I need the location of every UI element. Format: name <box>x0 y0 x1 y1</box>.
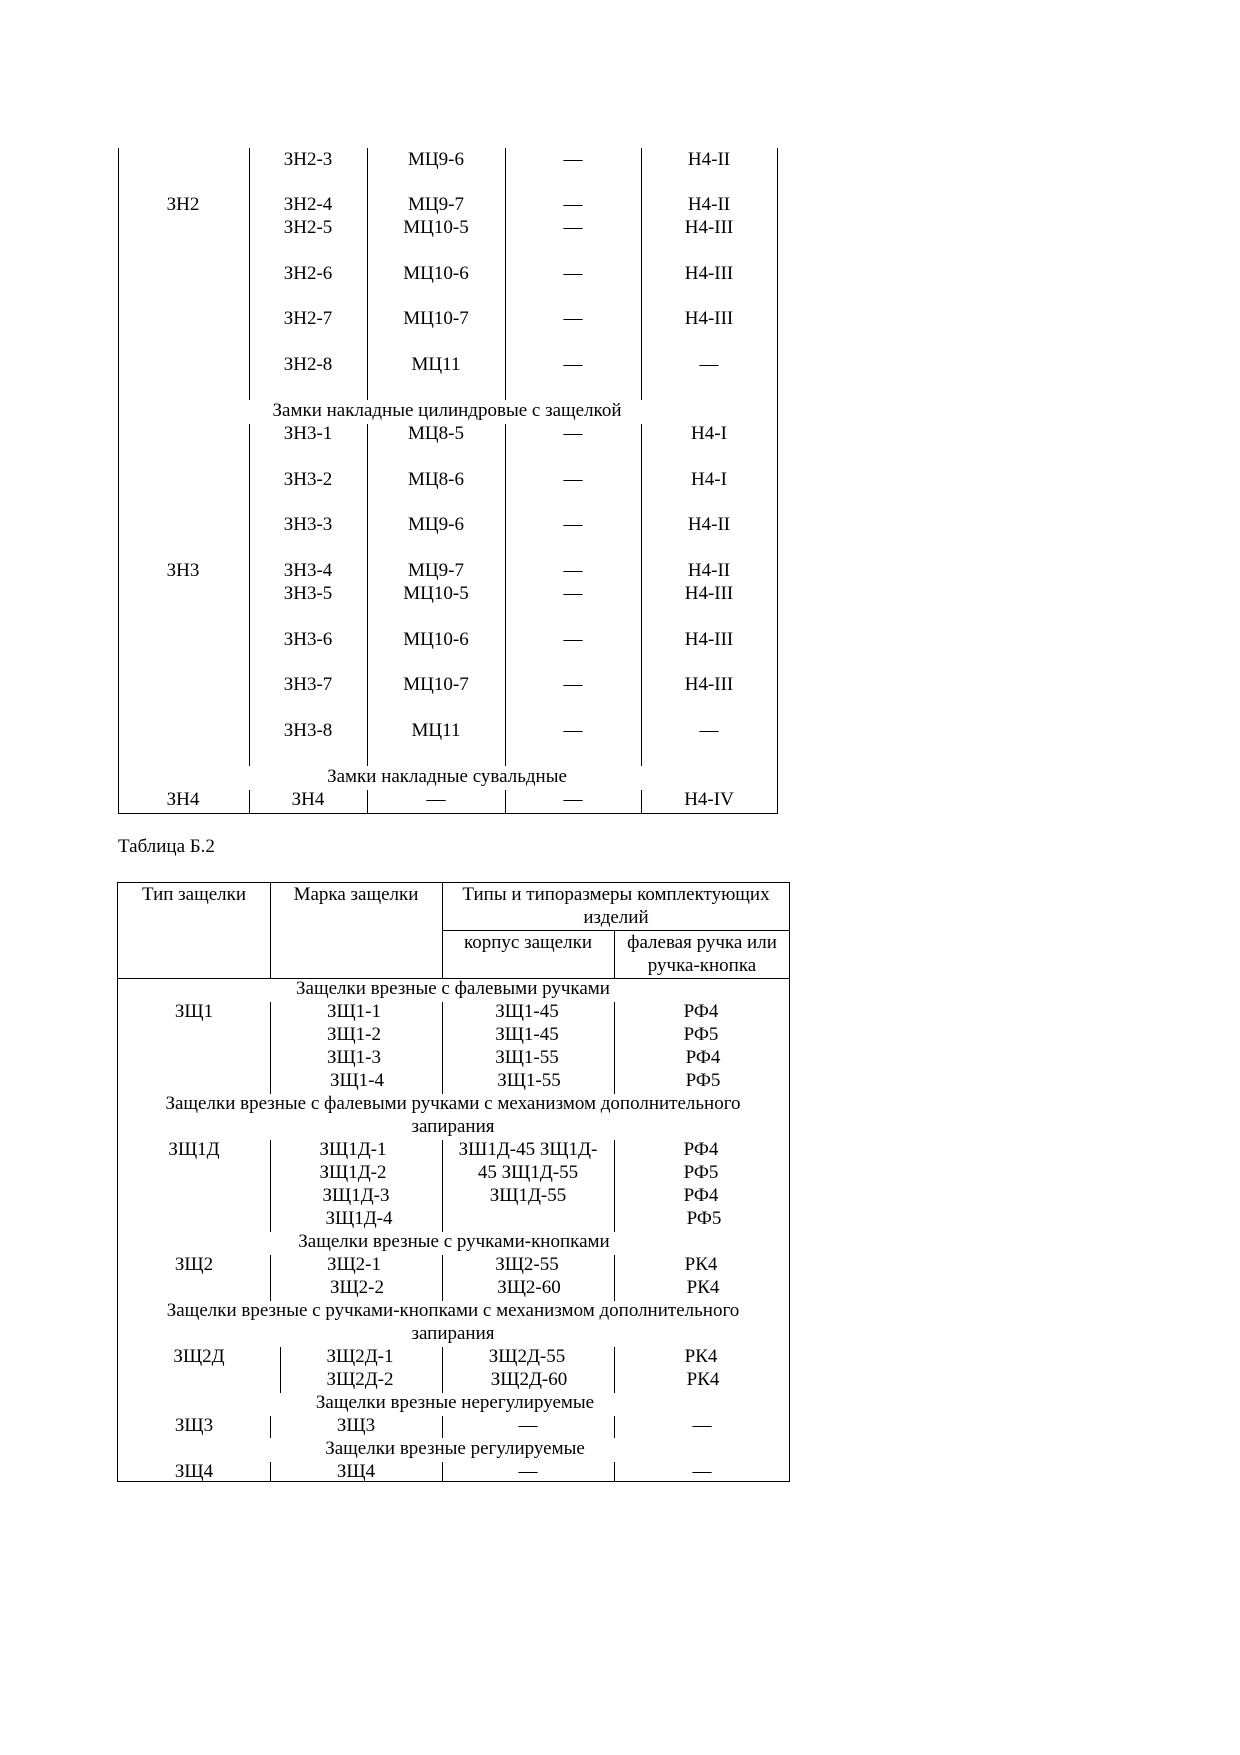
overlay-cell: Н4-III <box>684 217 734 238</box>
section-title-line1: Защелки врезные с ручками-кнопками с механизмом дополнительного <box>166 1300 740 1321</box>
column-divider <box>442 1002 443 1094</box>
section-title: Защелки врезные регулируемые <box>325 1438 585 1459</box>
overlay-cell: Н4-II <box>687 194 731 215</box>
latch-body-cell: ЗЩ1-55 <box>495 1047 559 1068</box>
header-latch-body: корпус защелки <box>464 932 592 953</box>
handle-cell: РФ5 <box>683 1024 719 1045</box>
cylinder-cell: МЦ9-6 <box>408 514 464 535</box>
cylinder-cell: МЦ10-6 <box>403 629 469 650</box>
overlay-cell: Н4-I <box>691 469 727 490</box>
latch-mark-cell: ЗЩ4 <box>336 1461 376 1482</box>
section-title-line2: запирания <box>411 1323 495 1344</box>
lock-mark-cell: ЗН2-8 <box>283 354 333 375</box>
column-divider <box>249 790 250 814</box>
column-divider <box>442 1255 443 1301</box>
column-divider <box>249 148 250 400</box>
table-caption: Таблица Б.2 <box>118 836 215 857</box>
header-components-line1: Типы и типоразмеры комплектующих <box>462 884 770 905</box>
empty-dash-cell: — <box>563 583 583 604</box>
lock-mark-cell: ЗН2-4 <box>283 194 333 215</box>
overlay-cell: Н4-I <box>691 423 727 444</box>
lock-mark-cell: ЗН3-3 <box>283 514 333 535</box>
handle-cell: РК4 <box>684 1254 718 1275</box>
latch-mark-cell: ЗЩ2-1 <box>326 1254 382 1275</box>
latch-body-cell: ЗЩ2-60 <box>497 1277 561 1298</box>
latch-mark-cell: ЗЩ2Д-2 <box>326 1369 394 1390</box>
section-title: Замки накладные сувальдные <box>327 766 567 787</box>
header-components-line2: изделий <box>583 907 649 928</box>
column-divider <box>641 790 642 814</box>
column-divider <box>280 1347 281 1393</box>
column-divider <box>641 148 642 400</box>
handle-cell: РФ5 <box>683 1162 719 1183</box>
column-divider <box>367 148 368 400</box>
lock-mark-cell: ЗН3-1 <box>283 423 333 444</box>
section-title: Защелки врезные с фалевыми ручками <box>296 978 610 999</box>
latch-mark-cell: ЗЩ1Д-1 <box>319 1139 387 1160</box>
handle-cell: РФ4 <box>683 1001 719 1022</box>
latch-mark-cell: ЗЩ1-4 <box>329 1070 385 1091</box>
latch-mark-cell: ЗЩ3 <box>336 1415 376 1436</box>
lock-mark-cell: ЗН2-6 <box>283 263 333 284</box>
column-divider <box>270 1140 271 1232</box>
handle-cell: РФ4 <box>683 1185 719 1206</box>
header-divider <box>442 930 790 931</box>
overlay-cell: Н4-III <box>684 263 734 284</box>
lock-mark-cell: ЗН4 <box>291 789 325 810</box>
column-divider <box>367 790 368 814</box>
column-divider <box>442 1347 443 1393</box>
handle-cell: РК4 <box>684 1346 718 1367</box>
latch-type-cell: ЗЩ4 <box>174 1461 214 1482</box>
lock-mark-cell: ЗН3-4 <box>283 560 333 581</box>
latch-type-cell: ЗЩ1 <box>174 1001 214 1022</box>
overlay-cell: — <box>699 720 719 741</box>
latch-mark-cell: ЗЩ1-1 <box>326 1001 382 1022</box>
lock-type-cell: ЗН4 <box>166 789 200 810</box>
overlay-cell: — <box>699 354 719 375</box>
cylinder-cell: МЦ9-7 <box>408 560 464 581</box>
empty-dash-cell: — <box>563 469 583 490</box>
column-divider <box>614 930 615 978</box>
column-divider <box>614 1462 615 1482</box>
cylinder-cell: МЦ9-6 <box>408 149 464 170</box>
cylinder-cell: МЦ10-5 <box>403 583 469 604</box>
latch-mark-cell: ЗЩ1Д-2 <box>319 1162 387 1183</box>
handle-cell: РК4 <box>686 1277 720 1298</box>
table-border-left <box>118 148 119 814</box>
table-border-bottom <box>118 813 778 814</box>
section-title: Защелки врезные с ручками-кнопками <box>298 1231 610 1252</box>
column-divider <box>614 1002 615 1094</box>
handle-cell: РФ4 <box>683 1139 719 1160</box>
lock-mark-cell: ЗН3-8 <box>283 720 333 741</box>
latch-body-cell: ЗЩ1-45 <box>495 1024 559 1045</box>
empty-dash-cell: — <box>563 629 583 650</box>
latch-body-cell: ЗЩ1Д-55 <box>489 1185 567 1206</box>
column-divider <box>641 424 642 766</box>
empty-dash-cell: — <box>563 194 583 215</box>
latch-mark-cell: ЗЩ1-2 <box>326 1024 382 1045</box>
empty-dash-cell: — <box>563 217 583 238</box>
overlay-cell: Н4-III <box>684 629 734 650</box>
overlay-cell: Н4-IV <box>684 789 734 810</box>
latch-mark-cell: ЗЩ2-2 <box>329 1277 385 1298</box>
empty-dash-cell: — <box>563 674 583 695</box>
column-divider <box>442 1462 443 1482</box>
column-divider <box>614 1416 615 1438</box>
cylinder-cell: МЦ10-6 <box>403 263 469 284</box>
handle-cell: РФ5 <box>685 1070 721 1091</box>
empty-dash-cell: — <box>563 720 583 741</box>
overlay-cell: Н4-III <box>684 674 734 695</box>
column-divider <box>614 1255 615 1301</box>
header-handle-line1: фалевая ручка или <box>627 932 777 953</box>
section-title-line2: запирания <box>411 1116 495 1137</box>
cylinder-cell: — <box>426 789 446 810</box>
latch-body-cell: — <box>518 1461 538 1482</box>
overlay-cell: Н4-II <box>687 560 731 581</box>
latch-body-cell: — <box>518 1415 538 1436</box>
lock-mark-cell: ЗН2-7 <box>283 308 333 329</box>
latch-body-cell: ЗЩ2Д-60 <box>490 1369 568 1390</box>
column-divider <box>505 424 506 766</box>
empty-dash-cell: — <box>563 789 583 810</box>
empty-dash-cell: — <box>563 423 583 444</box>
latch-body-cell: ЗЩ1-45 <box>495 1001 559 1022</box>
header-mark: Марка защелки <box>293 884 419 905</box>
cylinder-cell: МЦ9-7 <box>408 194 464 215</box>
handle-cell: РФ5 <box>686 1208 722 1229</box>
cylinder-cell: МЦ11 <box>411 720 461 741</box>
overlay-cell: Н4-III <box>684 583 734 604</box>
lock-mark-cell: ЗН3-7 <box>283 674 333 695</box>
column-divider <box>505 148 506 400</box>
latch-body-cell: ЗЩ1-55 <box>497 1070 561 1091</box>
handle-cell: — <box>692 1415 712 1436</box>
handle-cell: — <box>692 1461 712 1482</box>
handle-cell: РК4 <box>686 1369 720 1390</box>
cylinder-cell: МЦ10-7 <box>403 308 469 329</box>
latch-type-cell: ЗЩ2 <box>174 1254 214 1275</box>
overlay-cell: Н4-III <box>684 308 734 329</box>
latch-mark-cell: ЗЩ2Д-1 <box>326 1346 394 1367</box>
lock-mark-cell: ЗН3-2 <box>283 469 333 490</box>
lock-mark-cell: ЗН2-3 <box>283 149 333 170</box>
empty-dash-cell: — <box>563 560 583 581</box>
handle-cell: РФ4 <box>685 1047 721 1068</box>
column-divider <box>270 1255 271 1301</box>
latch-body-cell: ЗЩ2-55 <box>495 1254 559 1275</box>
column-divider <box>367 424 368 766</box>
header-type: Тип защелки <box>141 884 247 905</box>
overlay-cell: Н4-II <box>687 514 731 535</box>
column-divider <box>442 1140 443 1232</box>
column-divider <box>442 1416 443 1438</box>
latch-type-cell: ЗЩ2Д <box>173 1346 225 1367</box>
lock-mark-cell: ЗН3-6 <box>283 629 333 650</box>
column-divider <box>614 1347 615 1393</box>
section-title: Замки накладные цилиндровые с защелкой <box>272 400 622 421</box>
latch-body-cell: ЗШ1Д-45 ЗЩ1Д- <box>458 1139 598 1160</box>
empty-dash-cell: — <box>563 354 583 375</box>
column-divider <box>270 1416 271 1438</box>
cylinder-cell: МЦ8-5 <box>408 423 464 444</box>
column-divider <box>249 424 250 766</box>
empty-dash-cell: — <box>563 263 583 284</box>
latch-body-cell: 45 ЗЩ1Д-55 <box>477 1162 579 1183</box>
column-divider <box>270 1462 271 1482</box>
table-border-right <box>777 148 778 814</box>
header-handle-line2: ручка-кнопка <box>647 955 757 976</box>
column-divider <box>505 790 506 814</box>
latch-type-cell: ЗЩ3 <box>174 1415 214 1436</box>
lock-type-cell: ЗН3 <box>166 560 200 581</box>
lock-mark-cell: ЗН3-5 <box>283 583 333 604</box>
lock-mark-cell: ЗН2-5 <box>283 217 333 238</box>
cylinder-cell: МЦ8-6 <box>408 469 464 490</box>
latch-type-cell: ЗЩ1Д <box>168 1139 220 1160</box>
lock-type-cell: ЗН2 <box>166 194 200 215</box>
column-divider <box>270 1002 271 1094</box>
cylinder-cell: МЦ11 <box>411 354 461 375</box>
latch-body-cell: ЗЩ2Д-55 <box>488 1346 566 1367</box>
section-title-line1: Защелки врезные с фалевыми ручками с механизмом дополнительного <box>165 1093 741 1114</box>
cylinder-cell: МЦ10-7 <box>403 674 469 695</box>
empty-dash-cell: — <box>563 514 583 535</box>
column-divider <box>614 1140 615 1232</box>
column-divider <box>270 882 271 978</box>
empty-dash-cell: — <box>563 308 583 329</box>
latch-mark-cell: ЗЩ1Д-3 <box>322 1185 390 1206</box>
cylinder-cell: МЦ10-5 <box>403 217 469 238</box>
latch-mark-cell: ЗЩ1-3 <box>326 1047 382 1068</box>
section-title: Защелки врезные нерегулируемые <box>315 1392 595 1413</box>
overlay-cell: Н4-II <box>687 149 731 170</box>
latch-mark-cell: ЗЩ1Д-4 <box>325 1208 393 1229</box>
empty-dash-cell: — <box>563 149 583 170</box>
